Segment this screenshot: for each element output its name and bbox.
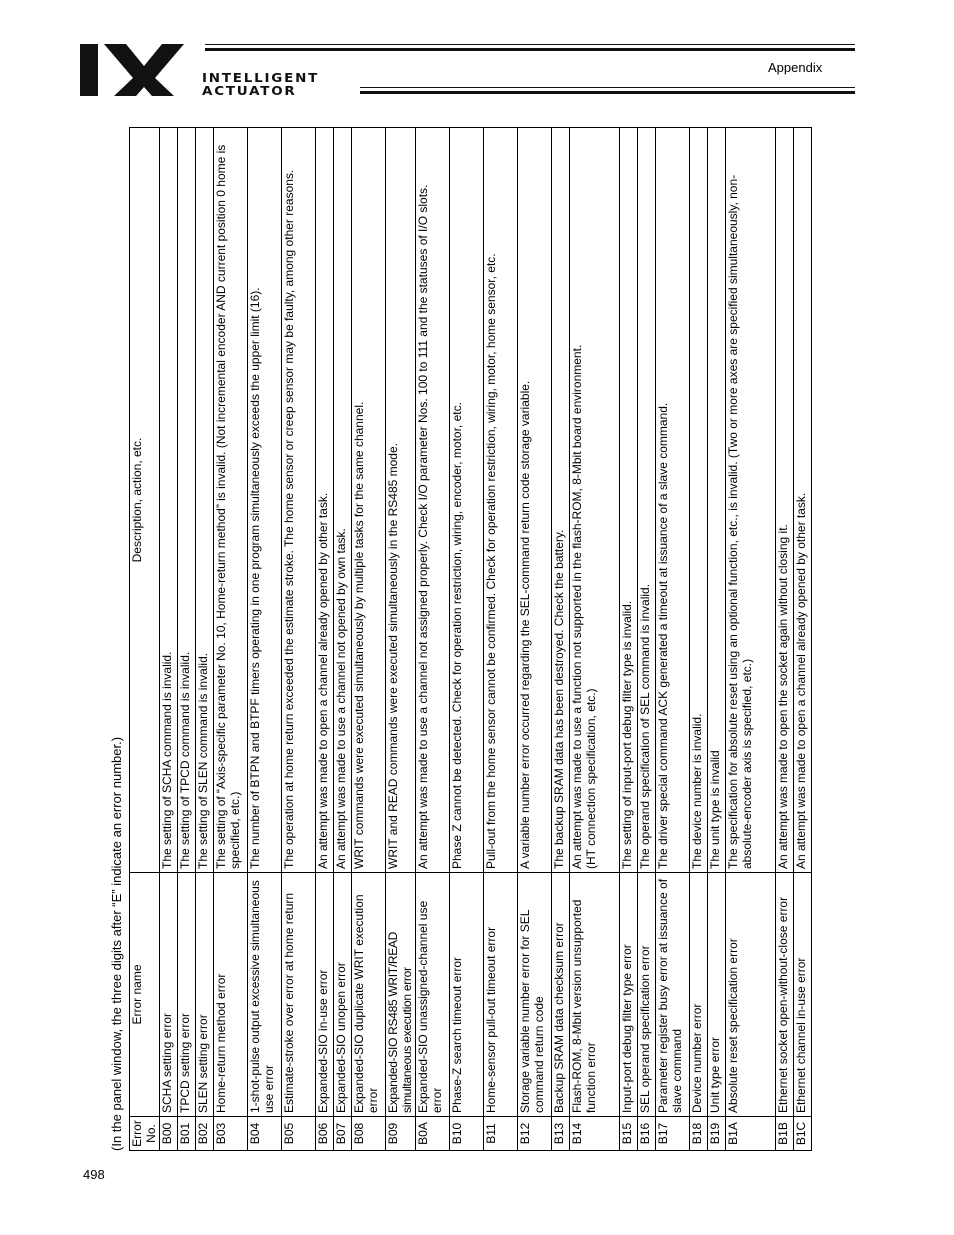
header-rule-bottom-thick	[360, 91, 855, 94]
error-name: Input-port debug filter type error	[620, 873, 638, 1117]
error-description: The device number is invalid.	[690, 128, 708, 873]
error-code: B08	[352, 1117, 386, 1151]
error-description: The specification for absolute reset using an optional function, etc., is invalid. (Two or more axes are specified simultaneously, non-absolute-encoder axis is specified, etc.)	[726, 128, 776, 873]
error-code: B17	[656, 1117, 690, 1151]
table-row	[638, 128, 656, 1151]
error-code: B14	[570, 1117, 620, 1151]
table-row	[214, 128, 248, 1151]
error-description: The operand specification of SEL command is invalid.	[638, 128, 656, 873]
table-row	[708, 128, 726, 1151]
error-code: B11	[484, 1117, 518, 1151]
error-code: B12	[518, 1117, 552, 1151]
error-name: Ethernet socket open-without-close error	[776, 873, 794, 1117]
table-row	[178, 128, 196, 1151]
header-rule-bottom-thin	[360, 87, 855, 88]
error-description: An attempt was made to open a channel already opened by other task.	[794, 128, 812, 873]
error-name: Expanded-SIO in-use error	[316, 873, 334, 1117]
error-name: Expanded-SIO unassigned-channel use error	[416, 873, 450, 1117]
error-code: B19	[708, 1117, 726, 1151]
error-name: Unit type error	[708, 873, 726, 1117]
error-description-line: An attempt was made to use a function not supported in the flash-ROM, 8-Mbit board environment.	[570, 344, 584, 869]
header-rule-top-thick	[205, 48, 855, 51]
error-name: Storage variable number error for SEL command return code	[518, 873, 552, 1117]
error-code: B16	[638, 1117, 656, 1151]
error-name: 1-shot-pulse output excessive simultaneous use error	[248, 873, 282, 1117]
table-row	[160, 128, 178, 1151]
error-description: The setting of SCHA command is invalid.	[160, 128, 178, 873]
error-description: The number of BTPN and BTPF timers operating in one program simultaneously exceeds the upper limit (16).	[248, 128, 282, 873]
table-row	[352, 128, 386, 1151]
table-row	[248, 128, 282, 1151]
error-description: The operation at home return exceeded the estimate stroke. The home sensor or creep sensor may be faulty, among other reasons.	[282, 128, 316, 873]
error-code: B1C	[794, 1117, 812, 1151]
error-code: B18	[690, 1117, 708, 1151]
error-description: WRIT commands were executed simultaneously by multiple tasks for the same channel.	[352, 128, 386, 873]
error-code: B00	[160, 1117, 178, 1151]
table-row	[416, 128, 450, 1151]
error-description: A variable number error occurred regarding the SEL-command return code storage variable.	[518, 128, 552, 873]
error-code: B13	[552, 1117, 570, 1151]
error-description-line: (HT connection specification, etc.)	[583, 688, 598, 869]
error-code: B07	[334, 1117, 352, 1151]
error-code: B01	[178, 1117, 196, 1151]
table-row	[484, 128, 518, 1151]
error-code: B1B	[776, 1117, 794, 1151]
table-row	[282, 128, 316, 1151]
header-error-no: Error No.	[130, 1117, 160, 1151]
error-description: The setting of TPCD command is invalid.	[178, 128, 196, 873]
error-description: The unit type is invalid	[708, 128, 726, 873]
table-row	[334, 128, 352, 1151]
table-row	[620, 128, 638, 1151]
error-description: An attempt was made to open a channel already opened by other task.	[316, 128, 334, 873]
ix-logo-icon	[78, 44, 196, 96]
brand-line-intelligent: INTELLIGENT	[202, 71, 320, 85]
page-number: 498	[83, 1167, 105, 1182]
error-code: B1A	[726, 1117, 776, 1151]
error-code: B03	[214, 1117, 248, 1151]
brand-line-actuator: ACTUATOR	[202, 84, 297, 98]
error-name: Home-sensor pull-out timeout error	[484, 873, 518, 1117]
error-description: An attempt was made to use a channel not assigned properly. Check I/O parameter Nos. 100 to 111 and the statuses of I/O slots.	[416, 128, 450, 873]
error-description	[570, 128, 620, 873]
table-row	[794, 128, 812, 1151]
error-code: B06	[316, 1117, 334, 1151]
header-error-name: Error name	[130, 873, 160, 1117]
error-name: Device number error	[690, 873, 708, 1117]
error-name: Expanded-SIO duplicate WRIT execution error	[352, 873, 386, 1117]
error-name: Ethernet channel in-use error	[794, 873, 812, 1117]
error-name: Absolute reset specification error	[726, 873, 776, 1117]
error-code: B05	[282, 1117, 316, 1151]
error-name: Flash-ROM, 8-Mbit version unsupported function error	[570, 873, 620, 1117]
error-description: Pull-out from the home sensor cannot be confirmed. Check for operation restriction, wiring, motor, home sensor, etc.	[484, 128, 518, 873]
table-row	[196, 128, 214, 1151]
error-name: SLEN setting error	[196, 873, 214, 1117]
error-name: SCHA setting error	[160, 873, 178, 1117]
error-name: TPCD setting error	[178, 873, 196, 1117]
error-name: Estimate-stroke over error at home return	[282, 873, 316, 1117]
table-row	[386, 128, 416, 1151]
table-row	[726, 128, 776, 1151]
header-description: Description, action, etc.	[130, 128, 160, 873]
error-code: B02	[196, 1117, 214, 1151]
error-description: The setting of SLEN command is invalid.	[196, 128, 214, 873]
error-name: SEL operand specification error	[638, 873, 656, 1117]
error-name: Home-return method error	[214, 873, 248, 1117]
error-code: B15	[620, 1117, 638, 1151]
error-description: Phase Z cannot be detected. Check for operation restriction, wiring, encoder, motor, etc.	[450, 128, 484, 873]
error-description: The backup SRAM data has been destroyed. Check the battery.	[552, 128, 570, 873]
table-note: (In the panel window, the three digits after “E” indicate an error number.)	[109, 736, 124, 1151]
section-title: Appendix	[768, 60, 823, 75]
error-table	[129, 127, 812, 1151]
error-code: B09	[386, 1117, 416, 1151]
error-name: Backup SRAM data checksum error	[552, 873, 570, 1117]
error-name: Parameter register busy error at issuance of slave command	[656, 873, 690, 1117]
header-rule-top-thin	[205, 44, 855, 45]
error-name: Phase-Z search timeout error	[450, 873, 484, 1117]
table-row	[552, 128, 570, 1151]
error-description: An attempt was made to open the socket again without closing it.	[776, 128, 794, 873]
error-description: An attempt was made to use a channel not opened by own task.	[334, 128, 352, 873]
error-code: B04	[248, 1117, 282, 1151]
error-name: Expanded-SIO unopen error	[334, 873, 352, 1117]
table-row	[690, 128, 708, 1151]
error-code: B10	[450, 1117, 484, 1151]
table-row	[570, 128, 620, 1151]
table-row	[656, 128, 690, 1151]
table-row	[518, 128, 552, 1151]
error-description: The setting of “Axis-specific parameter No. 10, Home-return method” is invalid. (Not incremental encoder AND current position 0 home is specified, etc.)	[214, 128, 248, 873]
table-header-row	[130, 128, 160, 1151]
error-description: The setting of input-port debug filter type is invalid.	[620, 128, 638, 873]
error-description: WRIT and READ commands were executed simultaneously in the RS485 mode.	[386, 128, 416, 873]
error-description: The driver special command ACK generated a timeout at issuance of a slave command.	[656, 128, 690, 873]
table-row	[316, 128, 334, 1151]
table-row	[776, 128, 794, 1151]
error-code: B0A	[416, 1117, 450, 1151]
table-row	[450, 128, 484, 1151]
error-name: Expanded-SIO RS485 WRIT/READ simultaneous execution error	[386, 873, 416, 1117]
rotated-content	[109, 127, 808, 1151]
